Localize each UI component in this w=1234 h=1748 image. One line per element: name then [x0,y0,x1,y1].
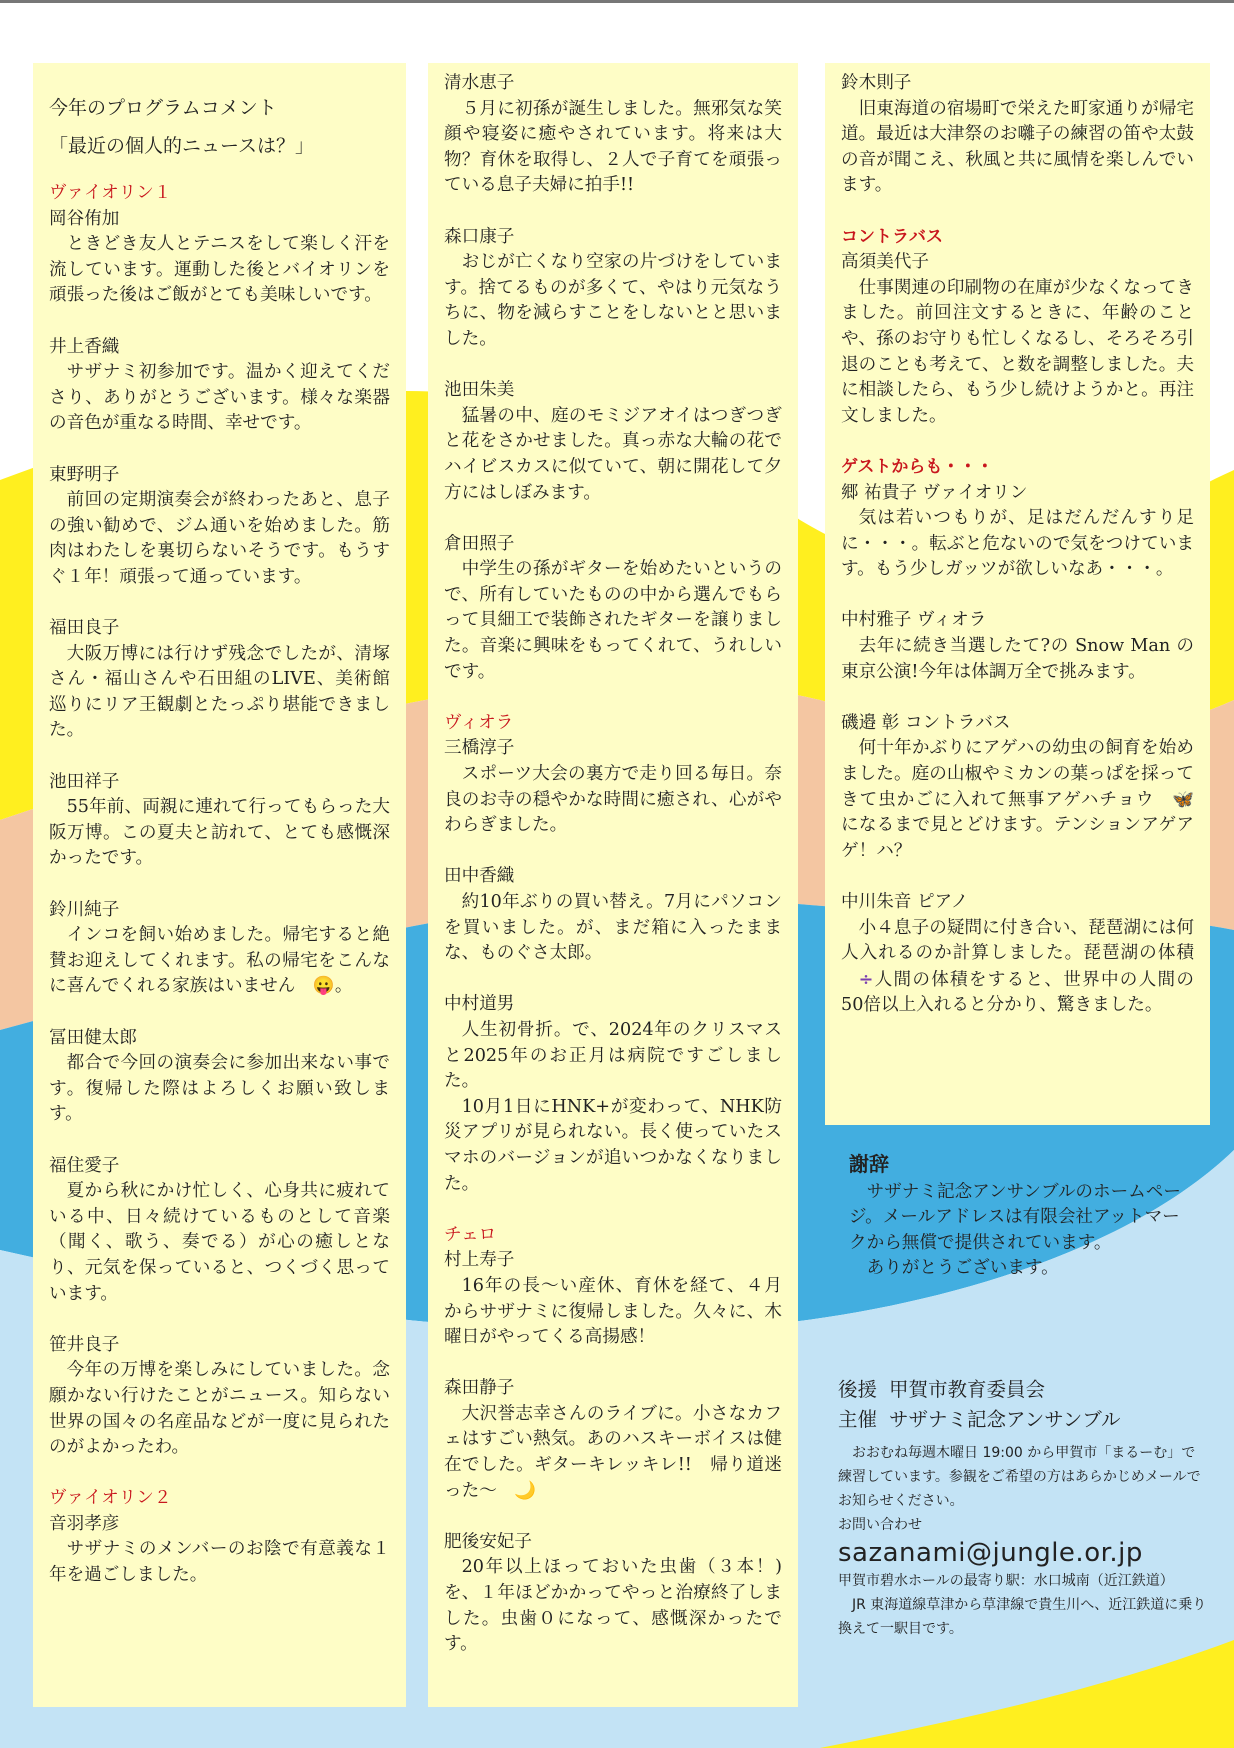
member-name: 田中香織 [444,866,515,887]
division-icon: ÷ [858,968,874,990]
comment-text: インコを飼い始めました。帰宅すると絶賛お迎えしてくれます。私の帰宅をこんなに喜んでくれる家族はいません [49,925,390,997]
member-comment: ５月に初孫が誕生しました。無邪気な笑顔や寝姿に癒やされています。将来は大物？育休を取得し、２人で子育てを頑張っている息子夫婦に拍手!! [444,98,782,196]
access-route: JR 東海道線草津から草津線で貴生川へ、近江鉄道に乗り換えて一駅目です。 [838,1597,1207,1637]
acknowledgement-text: サザナミ記念アンサンブルのホームページ。メールアドレスは有限会社アットマークから無償で提供されています。 [849,1181,1181,1253]
comment-entry [841,608,1194,685]
member-comment: 猛暑の中、庭のモミジアオイはつぎつぎと花をさかせました。真っ赤な大輪の花でハイビスカスに似ていて、朝に開花して夕方にはしぼみます。 [444,405,782,503]
comment-entry [444,1248,782,1350]
member-name: 郷 祐貴子 ヴァイオリン [841,482,1028,503]
practice-info: おおむね毎週木曜日 19:00 から甲賀市「まるーむ」で練習しています。参観をご希望の方はあらかじめメールでお知らせください。 [838,1445,1201,1509]
comment-text: 何十年かぶりにアゲハの幼虫の飼育を始めました。庭の山椒やミカンの葉っぱを採ってきて虫かごに入れて無事アゲハチョウ [841,738,1194,810]
member-name: 中川朱音 ピアノ [841,892,969,912]
member-comment: 中学生の孫がギターを始めたいというので、所有していたものの中から選んでもらって貝細工で装飾されたギターを譲りました。音楽に興味をもってくれて、うれしいです。 [444,559,782,682]
member-name: 池田朱美 [444,380,515,401]
acknowledgement-closing: ありがとうございます。 [866,1258,1059,1279]
member-name: 清水恵子 [444,73,515,93]
member-name: 肥後安妃子 [444,1531,532,1552]
program-comment-heading: 今年のプログラムコメント [49,97,277,119]
comment-entry [49,616,390,744]
member-name: 森口康子 [444,226,515,247]
comment-entry [49,770,390,872]
comment-entry [49,1512,390,1589]
comment-entry [841,71,1194,199]
member-comment: 前回の定期演奏会が終わったあと、息子の強い勧めで、ジム通いを始めました。筋肉はわたしを裏切らないそうです。もうすぐ１年！頑張って通っています。 [49,490,390,587]
member-comment: サザナミ初参加です。温かく迎えてくださり、ありがとうございます。様々な楽器の音色が重なる時間、幸せです。 [49,362,390,434]
section-label-contrabass: コントラバス [841,226,943,247]
access-station: 甲賀市碧水ホールの最寄り駅：水口城南（近江鉄道） [838,1573,1174,1589]
support-value: 甲賀市教育委員会 [889,1378,1046,1401]
member-comment: 旧東海道の宿場町で栄えた町家通りが帰宅道。最近は大津祭のお囃子の練習の笛や太鼓の音が聞こえ、秋風と共に風情を楽しんでいます。 [841,98,1194,196]
member-comment: 気は若いつもりが、足はだんだんすり足に・・・。転ぶと危ないので気をつけています。もう少しガッツが欲しいなあ・・・。 [841,508,1194,580]
member-comment: 人生初骨折。で、2024年のクリスマスと2025年のお正月は病院ですごしました。 [444,1019,782,1092]
program-comment-question: 「最近の個人的ニュースは？」 [49,135,315,157]
comment-entry [444,1530,782,1658]
member-comment-continued: 10月1日にHNK+が変わって、NHK防災アプリが見られない。長く使っていたスマホのバージョンが追いつかなくなりました。 [444,1096,782,1194]
member-comment [49,923,390,1000]
contact-email[interactable]: sazanami@jungle.or.jp [838,1538,1143,1568]
comment-entry [49,898,390,1000]
member-comment: 仕事関連の印刷物の在庫が少なくなってきました。前回注文するときに、年齢のことや、孫のお守りも忙しくなるし、そろそろ引退のことも考えて、と数を調整しました。夫に相談したら、もう少し続けようかと。再注文しました。 [841,277,1194,426]
section-label-violin1: ヴァイオリン１ [49,183,172,203]
acknowledgement-title: 謝辞 [849,1152,889,1176]
member-name: 井上香織 [49,336,120,357]
comment-entry [841,890,1194,1019]
member-comment: 16年の長〜い産休、育休を経て、４月からサザナミに復帰しました。久々に、木曜日がやってくる高揚感！ [444,1275,782,1348]
member-name: 高須美代子 [841,252,929,273]
comment-entry [444,1376,782,1504]
member-name: 村上寿子 [444,1250,515,1271]
member-name: 鈴木則子 [841,73,912,93]
member-name: 中村雅子 ヴィオラ [841,610,987,631]
comment-entry [444,736,782,838]
member-name: 冨田健太郎 [49,1027,137,1048]
member-comment: スポーツ大会の裏方で走り回る毎日。奈良のお寺の穏やかな時間に癒され、心がやわらぎました。 [444,764,782,836]
comment-entry [444,225,782,353]
comment-tail: になるまで見とどけます。テンションアゲアゲ！ハ？ [841,815,1194,861]
organizer-info [838,1375,1208,1641]
contact-label: お問い合わせ [838,1517,922,1533]
comment-tail: 人間の体積をすると、世界中の人間の50倍以上入れると分かり、驚きました。 [841,969,1194,1016]
acknowledgement-block [849,1152,1189,1282]
butterfly-emoji-icon: 🦋 [1172,789,1194,810]
comment-entry [444,864,782,966]
member-name: 鈴川純子 [49,899,120,920]
member-name: 福住愛子 [49,1155,120,1176]
comment-entry [444,71,782,199]
section-label-viola: ヴィオラ [444,712,514,733]
member-comment: 20年以上ほっておいた虫歯（３本！)を、１年ほどかかってやっと治療終了しました。虫歯０になって、感慨深かったです。 [444,1557,782,1655]
member-name: 池田祥子 [49,771,120,792]
member-comment [444,1402,782,1504]
member-comment [841,736,1194,864]
comment-entry [444,378,782,506]
comment-text: 大沢誉志幸さんのライブに。小さなカフェはすごい熱気。あのハスキーボイスは健在でした。ギターキレッキレ!! 帰り道迷った〜 [444,1403,782,1501]
member-comment: 去年に続き当選したて?の Snow Man の東京公演!今年は体調万全で挑みます。 [841,636,1194,682]
section-label-violin2: ヴァイオリン２ [49,1488,172,1509]
comment-column-3 [825,63,1210,1125]
member-name: 岡谷侑加 [49,208,120,229]
comment-entry [841,481,1194,583]
member-comment: 約10年ぶりの買い替え。7月にパソコンを買いました。が、まだ箱に入ったままな、ものぐさ太郎。 [444,892,782,964]
member-comment: 都合で今回の演奏会に参加出来ない事です。復帰した際はよろしくお願い致します。 [49,1053,390,1125]
host-value: サザナミ記念アンサンブル [889,1408,1121,1431]
comment-entry [49,1333,390,1461]
member-comment: 55年前、両親に連れて行ってもらった大阪万博。この夏夫と訪れて、とても感慨深かったです。 [49,797,390,869]
member-name: 音羽孝彦 [49,1513,120,1534]
member-name: 磯邉 彰 コントラバス [841,712,1011,733]
member-comment: ときどき友人とテニスをして楽しく汗を流しています。運動した後とバイオリンを頑張った後はご飯がとても美味しいです。 [49,234,390,306]
member-name: 東野明子 [49,464,120,485]
member-name: 中村道男 [444,994,515,1015]
comment-entry [444,992,782,1197]
comment-tail: 。 [334,976,353,997]
comment-entry [444,532,782,686]
member-comment: 今年の万博を楽しみにしていました。念願かない行けたことがニュース。知らない世界の国々の名産品などが一度に見られたのがよかったわ。 [49,1360,390,1458]
comment-entry [49,335,390,437]
support-label: 後援 [838,1378,878,1401]
member-comment: おじが亡くなり空家の片づけをしています。捨てるものが多くて、やはり元気なうちに、物を減らすことをしないとと思いました。 [444,252,782,349]
member-name: 森田静子 [444,1378,515,1399]
member-name: 福田良子 [49,618,120,639]
host-line [838,1405,1208,1435]
crescent-moon-emoji-icon: 🌙 [514,1480,537,1501]
member-comment: 夏から秋にかけ忙しく、心身共に疲れている中、日々続けているものとして音楽（聞く、歌う、奏でる）が心の癒しとなり、元気を保っていると、つくづく思っています。 [49,1181,390,1304]
comment-text: 小４息子の疑問に付き合い、琵琶湖には何人入れるのか計算しました。琵琶湖の体積 [841,917,1194,964]
comment-column-2 [428,63,798,1707]
member-name: 三橋淳子 [444,738,515,759]
member-comment: サザナミのメンバーのお陰で有意義な１年を過ごしました。 [49,1539,390,1586]
tongue-face-emoji-icon: 😛 [312,976,335,997]
member-name: 倉田照子 [444,533,515,554]
support-line [838,1375,1208,1405]
member-comment [841,916,1194,1019]
member-comment: 大阪万博には行けず残念でしたが、清塚さん・福山さんや石田組のLIVE、美術館巡りにリア王観劇とたっぷり堪能できました。 [49,643,390,741]
comment-column-1 [33,63,406,1707]
comment-entry [49,463,390,591]
comment-entry [841,250,1194,429]
comment-entry [841,711,1194,865]
comment-entry [49,1026,390,1128]
comment-entry [49,1154,390,1308]
section-label-guest: ゲストからも・・・ [841,456,994,477]
comment-entry [49,207,390,309]
host-label: 主催 [838,1408,878,1431]
member-name: 笹井良子 [49,1334,120,1355]
top-rule [0,0,1234,3]
section-label-cello: チェロ [444,1224,497,1245]
